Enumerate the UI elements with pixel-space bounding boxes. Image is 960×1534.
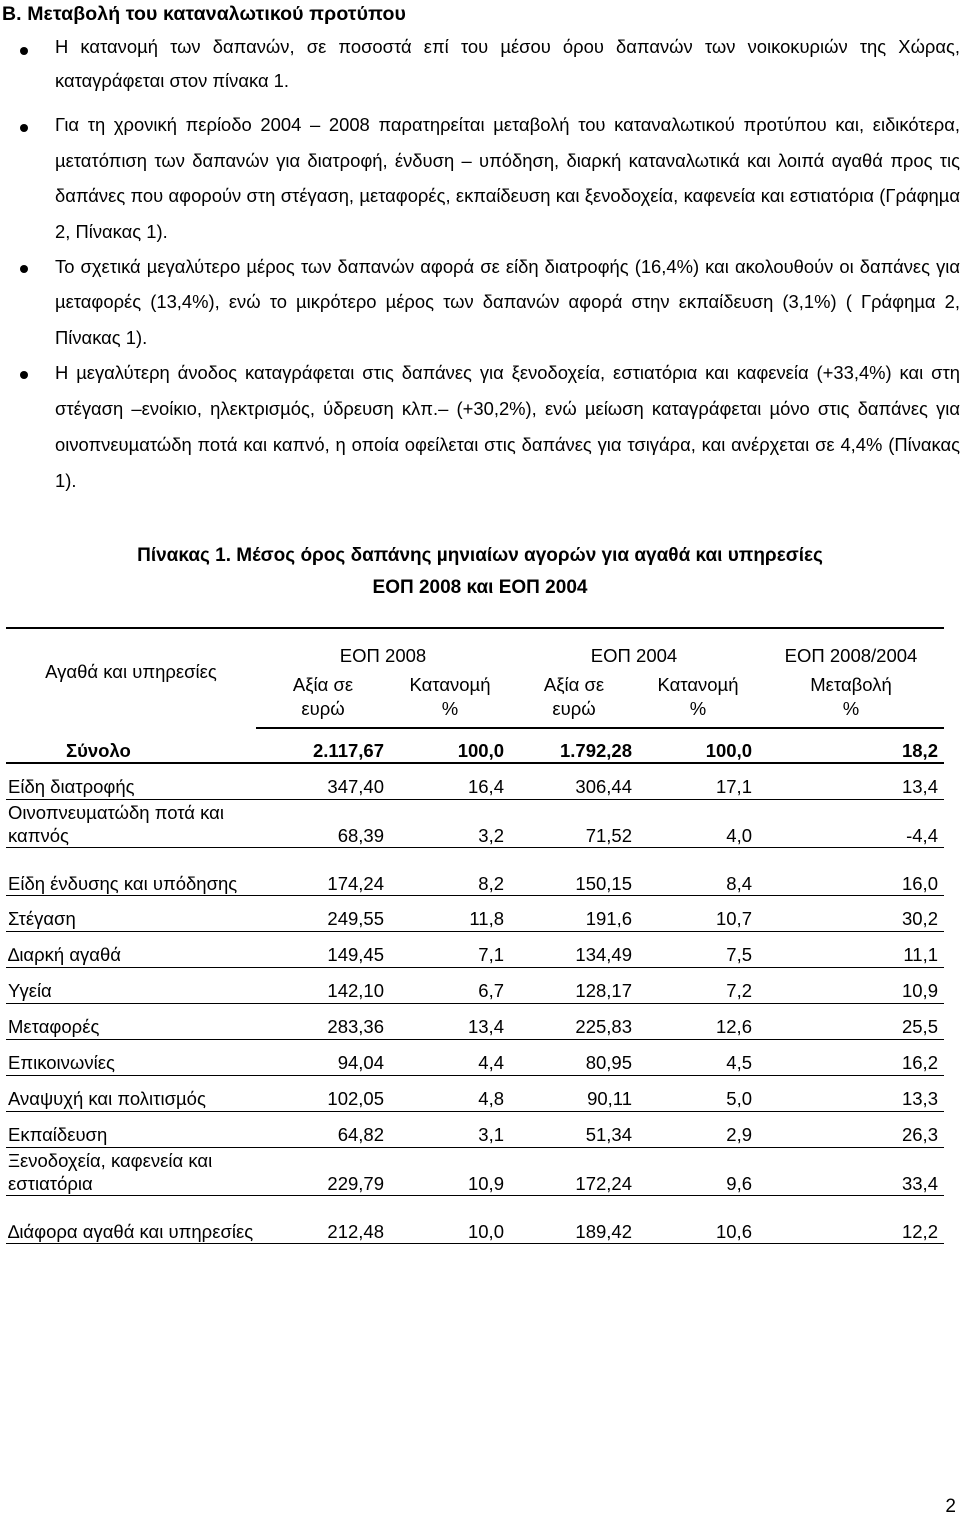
- bullet-item: [20, 249, 960, 355]
- share-2004: 7,2: [638, 968, 758, 1004]
- share-2008: 3,1: [390, 1112, 510, 1148]
- change: 16,0: [758, 848, 944, 896]
- header-change: Μεταβολή %: [758, 667, 944, 728]
- share-2008: 3,2: [390, 800, 510, 848]
- value-2008: 142,10: [256, 968, 390, 1004]
- header-goods: Αγαθά και υπηρεσίες: [6, 628, 256, 728]
- value-2008: 149,45: [256, 932, 390, 968]
- value-2004: 51,34: [510, 1112, 638, 1148]
- value-2004: 134,49: [510, 932, 638, 968]
- row-label: Είδη διατροφής: [6, 763, 256, 800]
- table-caption-subtitle: ΕΟΠ 2008 και ΕΟΠ 2004: [372, 577, 588, 598]
- share-2008: 16,4: [390, 763, 510, 800]
- share-2008: 6,7: [390, 968, 510, 1004]
- bullet-text: Για τη χρονική περίοδο 2004 – 2008 παρατηρείται µεταβολή του καταναλωτικού προτύπου και, ειδικότερα, µετατόπιση των δαπανών για διατροφή, ένδυση – υπόδηση, διαρκή καταναλωτικά και λοιπά αγαθά προς τις δαπάνες που αφορούν στη στέγαση, µεταφορές, εκπαίδευση και ξενοδοχεία, καφενεία και εστιατόρια (Γράφηµα 2, Πίνακας 1).: [55, 114, 960, 242]
- share-2004: 10,6: [638, 1196, 758, 1244]
- value-2004: 150,15: [510, 848, 638, 896]
- table-row: [6, 1040, 944, 1076]
- table-row: [6, 932, 944, 968]
- value-2004: 128,17: [510, 968, 638, 1004]
- bullet-text: Η κατανοµή των δαπανών, σε ποσοστά επί του µέσου όρου δαπανών των νοικοκυριών της Χώρας, καταγράφεται στον πίνακα 1.: [55, 36, 960, 91]
- share-2004: 4,0: [638, 800, 758, 848]
- expenditure-table: [6, 627, 944, 1244]
- change: 13,3: [758, 1076, 944, 1112]
- bullet-text: Το σχετικά µεγαλύτερο µέρος των δαπανών αφορά σε είδη διατροφής (16,4%) και ακολουθούν οι δαπάνες για µεταφορές (13,4%), ενώ το µικρότερο µέρος των δαπανών αφορά στην εκπαίδευση (3,1%) ( Γράφηµα 2, Πίνακας 1).: [55, 256, 960, 348]
- change: 10,9: [758, 968, 944, 1004]
- row-label: ∆ιάφορα αγαθά και υπηρεσίες: [6, 1196, 256, 1244]
- header-group-change: ΕΟΠ 2008/2004: [758, 628, 944, 667]
- share-2008: 10,0: [390, 1196, 510, 1244]
- share-2008: 11,8: [390, 896, 510, 932]
- table-row: [6, 1196, 944, 1244]
- table-row: [6, 800, 944, 848]
- bullet-text: Η µεγαλύτερη άνοδος καταγράφεται στις δαπάνες για ξενοδοχεία, εστιατόρια και καφενεία (+33,4%) και στη στέγαση –ενοίκιο, ηλεκτρισµός, ύδρευση κλπ.– (+30,2%), ενώ µείωση καταγράφεται µόνο στις δαπάνες για οινοπνευµατώδη ποτά και καπνό, η οποία οφείλεται στις δαπάνες για τσιγάρα, και ανέρχεται σε 4,4% (Πίνακας 1).: [55, 361, 960, 491]
- total-value-2008: 2.117,67: [256, 728, 390, 763]
- table-total-row: [6, 728, 944, 763]
- share-2008: 4,4: [390, 1040, 510, 1076]
- row-label: Είδη ένδυσης και υπόδησης: [6, 848, 256, 896]
- row-label: Επικοινωνίες: [6, 1040, 256, 1076]
- bullet-item: [20, 107, 960, 249]
- page-number: 2: [945, 1496, 956, 1517]
- value-2008: 174,24: [256, 848, 390, 896]
- total-label: Σύνολο: [6, 728, 256, 763]
- total-value-2004: 1.792,28: [510, 728, 638, 763]
- value-2008: 347,40: [256, 763, 390, 800]
- change: 25,5: [758, 1004, 944, 1040]
- row-label: Εκπαίδευση: [6, 1112, 256, 1148]
- value-2008: 229,79: [256, 1148, 390, 1196]
- value-2004: 172,24: [510, 1148, 638, 1196]
- table-row: [6, 1004, 944, 1040]
- header-value-2004: Αξία σε ευρώ: [510, 667, 638, 728]
- value-2004: 225,83: [510, 1004, 638, 1040]
- change: 16,2: [758, 1040, 944, 1076]
- row-label: Στέγαση: [6, 896, 256, 932]
- value-2004: 306,44: [510, 763, 638, 800]
- share-2008: 4,8: [390, 1076, 510, 1112]
- share-2004: 10,7: [638, 896, 758, 932]
- total-share-2004: 100,0: [638, 728, 758, 763]
- value-2008: 94,04: [256, 1040, 390, 1076]
- table-row: [6, 848, 944, 896]
- share-2008: 7,1: [390, 932, 510, 968]
- table-header-row: [6, 628, 944, 667]
- row-label: Οινοπνευµατώδη ποτά και καπνός: [6, 800, 256, 848]
- table-row: [6, 968, 944, 1004]
- change: 11,1: [758, 932, 944, 968]
- value-2008: 68,39: [256, 800, 390, 848]
- share-2008: 10,9: [390, 1148, 510, 1196]
- section-title: Β. Μεταβολή του καταναλωτικού προτύπου: [2, 3, 407, 25]
- table-row: [6, 763, 944, 800]
- change: 12,2: [758, 1196, 944, 1244]
- bullet-dot-icon: [20, 371, 28, 379]
- header-share-2004: Κατανοµή %: [638, 667, 758, 728]
- share-2008: 8,2: [390, 848, 510, 896]
- change: 30,2: [758, 896, 944, 932]
- value-2008: 102,05: [256, 1076, 390, 1112]
- value-2004: 71,52: [510, 800, 638, 848]
- row-label: Μεταφορές: [6, 1004, 256, 1040]
- bullet-item: [20, 355, 960, 499]
- header-value-2008: Αξία σε ευρώ: [256, 667, 390, 728]
- change: -4,4: [758, 800, 944, 848]
- header-group-2004: ΕΟΠ 2004: [510, 628, 758, 667]
- table-row: [6, 1112, 944, 1148]
- row-label: Ξενοδοχεία, καφενεία και εστιατόρια: [6, 1148, 256, 1196]
- share-2008: 13,4: [390, 1004, 510, 1040]
- table-row: [6, 1076, 944, 1112]
- bullet-dot-icon: [20, 124, 28, 132]
- share-2004: 9,6: [638, 1148, 758, 1196]
- row-label: Υγεία: [6, 968, 256, 1004]
- table-caption: Πίνακας 1. Μέσος όρος δαπάνης µηνιαίων αγορών για αγαθά και υπηρεσίες: [137, 545, 823, 566]
- value-2008: 283,36: [256, 1004, 390, 1040]
- value-2004: 80,95: [510, 1040, 638, 1076]
- change: 13,4: [758, 763, 944, 800]
- share-2004: 4,5: [638, 1040, 758, 1076]
- value-2004: 191,6: [510, 896, 638, 932]
- share-2004: 7,5: [638, 932, 758, 968]
- value-2008: 64,82: [256, 1112, 390, 1148]
- value-2004: 90,11: [510, 1076, 638, 1112]
- bullet-dot-icon: [20, 265, 28, 273]
- table-row: [6, 896, 944, 932]
- value-2008: 212,48: [256, 1196, 390, 1244]
- value-2008: 249,55: [256, 896, 390, 932]
- bullet-item: [20, 30, 960, 98]
- share-2004: 2,9: [638, 1112, 758, 1148]
- share-2004: 8,4: [638, 848, 758, 896]
- change: 26,3: [758, 1112, 944, 1148]
- bullet-list: [20, 30, 960, 499]
- total-share-2008: 100,0: [390, 728, 510, 763]
- total-change: 18,2: [758, 728, 944, 763]
- share-2004: 5,0: [638, 1076, 758, 1112]
- row-label: Αναψυχή και πολιτισµός: [6, 1076, 256, 1112]
- header-group-2008: ΕΟΠ 2008: [256, 628, 510, 667]
- value-2004: 189,42: [510, 1196, 638, 1244]
- table-row: [6, 1148, 944, 1196]
- row-label: ∆ιαρκή αγαθά: [6, 932, 256, 968]
- change: 33,4: [758, 1148, 944, 1196]
- share-2004: 12,6: [638, 1004, 758, 1040]
- share-2004: 17,1: [638, 763, 758, 800]
- bullet-dot-icon: [20, 47, 28, 55]
- header-share-2008: Κατανοµή %: [390, 667, 510, 728]
